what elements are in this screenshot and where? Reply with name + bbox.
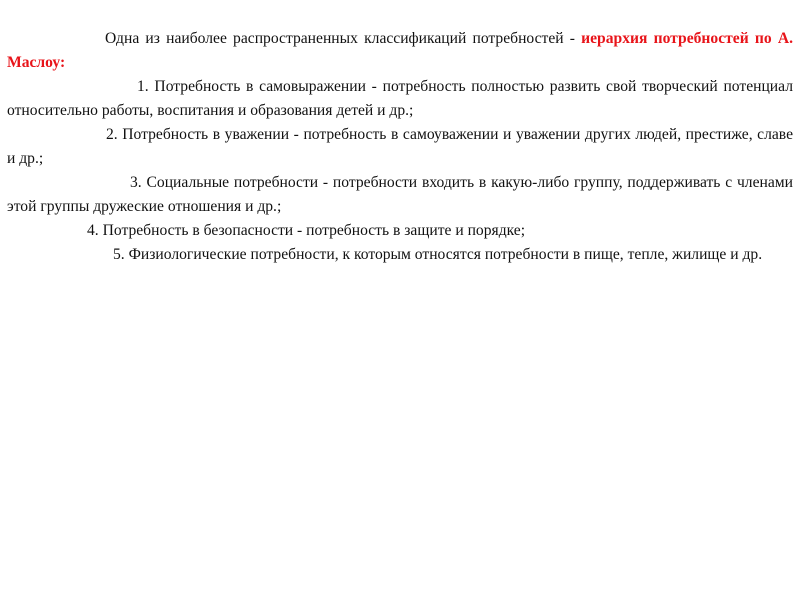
text-block — [7, 27, 793, 267]
list-item-esteem: 2. Потребность в уважении - потребность в самоуважении и уважении других людей, престиже, славе и др.; — [7, 126, 793, 167]
list-item-self-actualization: 1. Потребность в самовыражении - потребность полностью развить свой творческий потенциал относительно работы, воспитания и образования детей и др.; — [7, 78, 793, 119]
maslow-hierarchy-highlight: иерархия потребностей по А. Маслоу: — [7, 30, 793, 71]
intro-paragraph — [7, 27, 793, 75]
list-item-physiological: 5. Физиологические потребности, к которым относятся потребности в пище, тепле, жилище и др. — [113, 246, 763, 263]
intro-text: Одна из наиболее распространенных классификаций потребностей - — [105, 30, 582, 47]
list-item-safety: 4. Потребность в безопасности - потребность в защите и порядке; — [87, 222, 526, 239]
list-item-social: 3. Социальные потребности - потребности входить в какую-либо группу, поддерживать с членами этой группы дружеские отношения и др.; — [7, 174, 793, 215]
